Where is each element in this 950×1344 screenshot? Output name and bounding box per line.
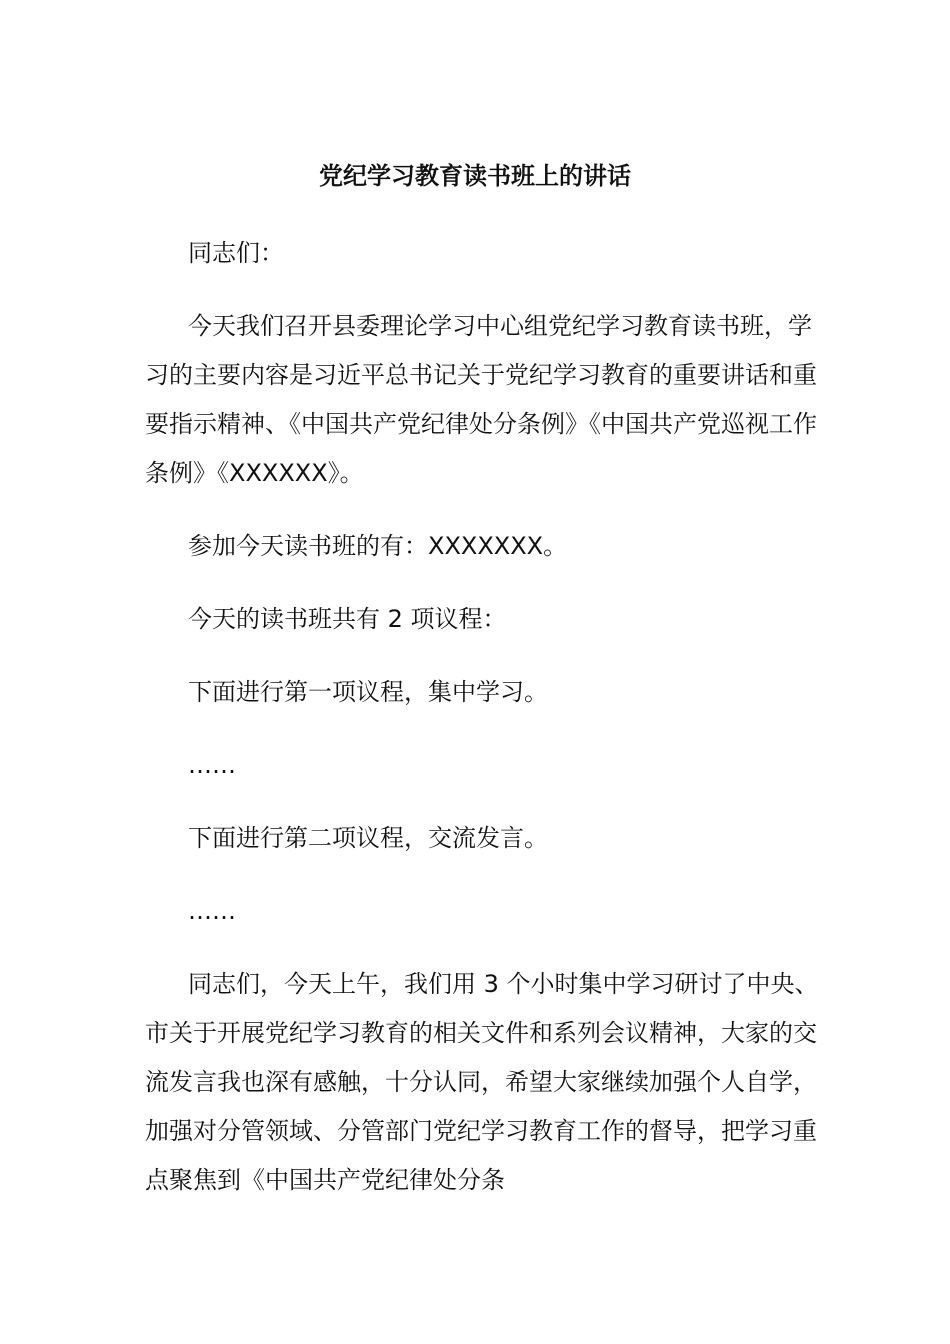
- agenda-item-two-paragraph: 下面进行第二项议程，交流发言。: [188, 824, 548, 852]
- agenda-item-one-paragraph: 下面进行第一项议程，集中学习。: [188, 678, 548, 706]
- ellipsis-paragraph: ……: [188, 897, 236, 925]
- document-title: 党纪学习教育读书班上的讲话: [319, 162, 631, 190]
- closing-paragraph: 同志们，今天上午，我们用 3 个小时集中学习研讨了中央、市关于开展党纪学习教育的相关文件和系列会议精神，大家的交流发言我也深有感触，十分认同，希望大家继续加强个人自学，加强对分管领域、分管部门党纪学习教育工作的督导，把学习重点聚焦到《中国共产党纪律处分条: [145, 970, 819, 1194]
- document-body: [145, 229, 825, 1229]
- attendees-paragraph: 参加今天读书班的有：XXXXXXX。: [188, 532, 568, 560]
- agenda-paragraph: 今天的读书班共有 2 项议程：: [188, 605, 507, 633]
- salutation-paragraph: 同志们：: [188, 239, 284, 267]
- ellipsis-paragraph: ……: [188, 751, 236, 779]
- intro-paragraph: 今天我们召开县委理论学习中心组党纪学习教育读书班，学习的主要内容是习近平总书记关于党纪学习教育的重要讲话和重要指示精神、《中国共产党纪律处分条例》《中国共产党巡视工作条例》《XXXXXX》。: [145, 312, 817, 487]
